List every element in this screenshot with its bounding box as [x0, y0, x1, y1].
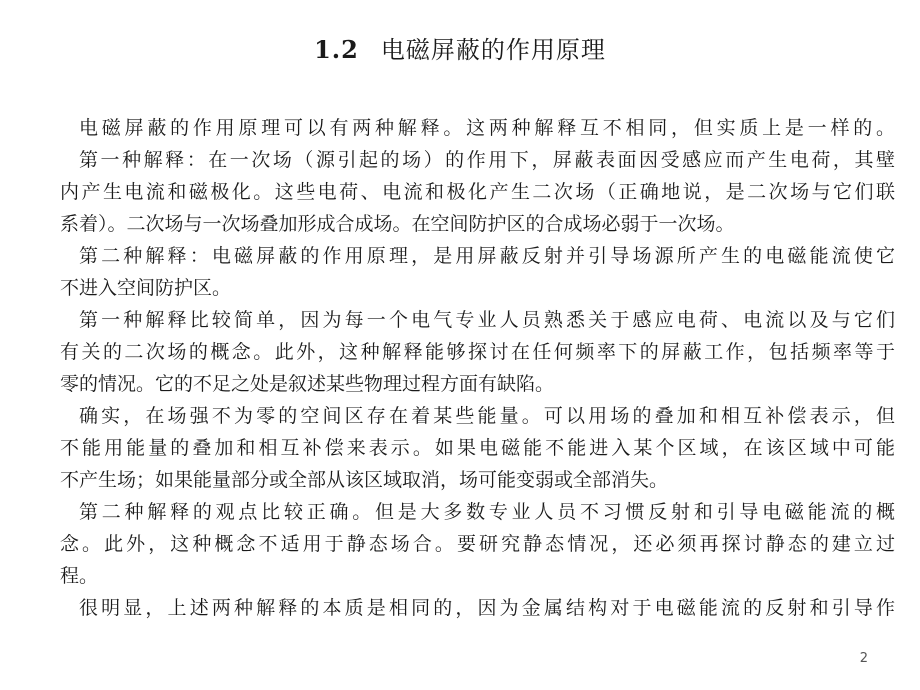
text-line: 有关的二次场的概念。此外，这种解释能够探讨在任何频率下的屏蔽工作，包括频率等于 — [60, 341, 895, 363]
text-line: 不能用能量的叠加和相互补偿来表示。如果电磁能不能进入某个区域，在该区域中可能 — [60, 437, 895, 459]
section-number: 1.2 — [314, 35, 359, 64]
text-line: 电磁屏蔽的作用原理可以有两种解释。这两种解释互不相同，但实质上是一样的。 — [79, 117, 895, 139]
section-heading — [0, 30, 920, 65]
text-line: 念。此外，这种概念不适用于静态场合。要研究静态情况，还必须再探讨静态的建立过 — [60, 533, 895, 555]
page-number: 2 — [859, 651, 868, 666]
text-line: 零的情况。它的不足之处是叙述某些物理过程方面有缺陷。 — [60, 373, 555, 395]
text-line: 内产生电流和磁极化。这些电荷、电流和极化产生二次场（正确地说，是二次场与它们联 — [60, 181, 895, 203]
text-line: 很明显，上述两种解释的本质是相同的，因为金属结构对于电磁能流的反射和引导作 — [79, 597, 895, 619]
text-line: 程。 — [60, 565, 99, 587]
text-line: 系着）。二次场与一次场叠加形成合成场。在空间防护区的合成场必弱于一次场。 — [60, 213, 735, 235]
text-line: 第一种解释比较简单，因为每一个电气专业人员熟悉关于感应电荷、电流以及与它们 — [79, 309, 895, 331]
text-line: 不进入空间防护区。 — [60, 277, 232, 299]
body-text — [60, 112, 895, 624]
text-line: 第一种解释：在一次场（源引起的场）的作用下，屏蔽表面因受感应而产生电荷，其壁 — [79, 149, 895, 171]
section-title: 电磁屏蔽的作用原理 — [380, 36, 606, 64]
text-line: 第二种解释：电磁屏蔽的作用原理，是用屏蔽反射并引导场源所产生的电磁能流使它 — [79, 245, 895, 267]
text-line: 确实，在场强不为零的空间区存在着某些能量。可以用场的叠加和相互补偿表示，但 — [79, 405, 895, 427]
text-line: 不产生场；如果能量部分或全部从该区域取消，场可能变弱或全部消失。 — [60, 469, 669, 491]
text-line: 第二种解释的观点比较正确。但是大多数专业人员不习惯反射和引导电磁能流的概 — [79, 501, 895, 523]
